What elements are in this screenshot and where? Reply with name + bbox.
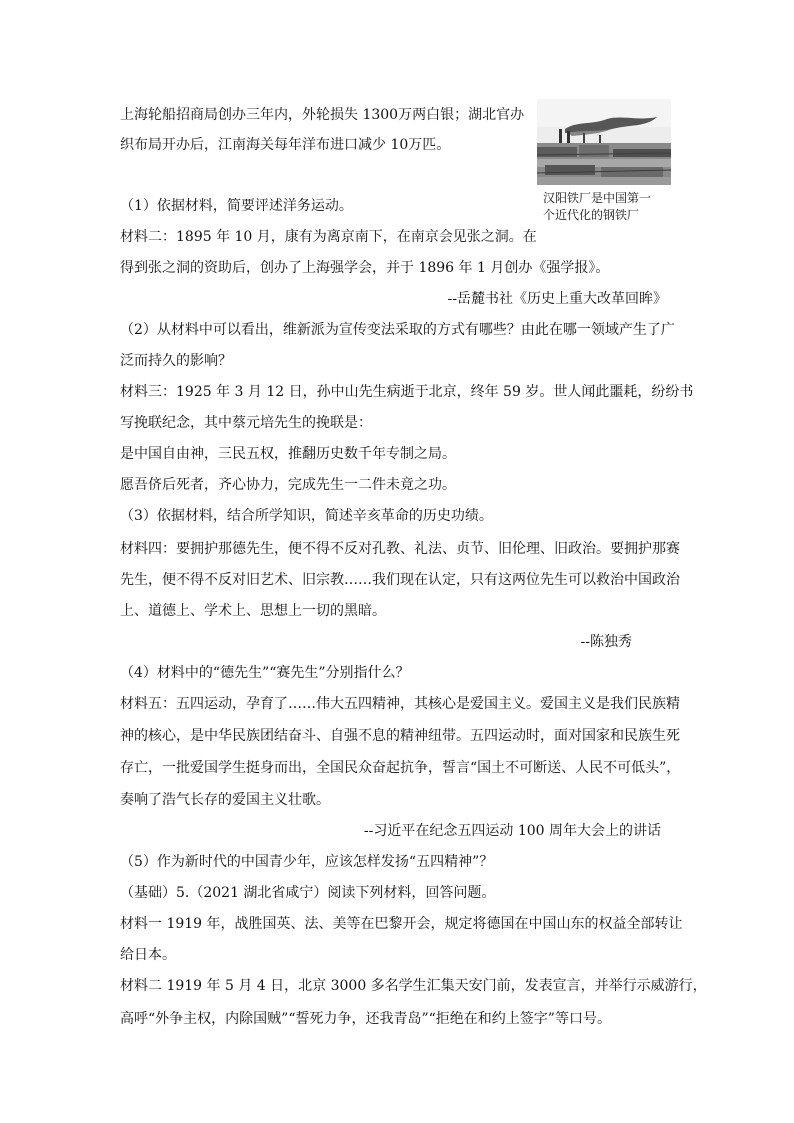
- question-line: （4）材料中的“德先生”“赛先生”分别指什么？: [120, 665, 410, 681]
- question-line: （3）依据材料，结合所学知识，简述辛亥革命的历史功绩。: [120, 508, 493, 524]
- text-line: 上海轮船招商局创办三年内，外轮损失 1300万两白银；湖北官办: [120, 107, 525, 123]
- text-line: 材料三：1925 年 3 月 12 日，孙中山先生病逝于北京，终年 59 岁。世人闻此噩耗，纷纷书: [120, 384, 694, 400]
- text-line: 先生，便不得不反对旧艺术、旧宗教……我们现在认定，只有这两位先生可以救治中国政治: [120, 572, 680, 588]
- photo-caption: [543, 190, 651, 224]
- text-line: 材料一 1919 年，战胜国英、法、美等在巴黎开会，规定将德国在中国山东的权益全部转让: [120, 916, 683, 932]
- text-line: 存亡，一批爱国学生挺身而出，全国民众奋起抗争，誓言“国土不可断送、人民不可低头”，: [120, 760, 681, 776]
- source-citation: --陈独秀: [580, 634, 632, 650]
- text-line: 神的核心，是中华民族团结奋斗、自强不息的精神纽带。五四运动时，面对国家和民族生死: [120, 728, 680, 744]
- text-line: 织布局开办后，江南海关每年洋布进口减少 10万匹。: [120, 137, 451, 153]
- hanyang-ironworks-image: [537, 99, 671, 185]
- text-line: 材料二：1895 年 10 月，康有为离京南下，在南京会见张之洞。在: [120, 229, 537, 245]
- text-line: 材料二 1919 年 5 月 4 日，北京 3000 多名学生汇集天安门前，发表宣言，并举行示威游行，: [120, 978, 707, 994]
- text-line: 是中国自由神，三民五权，推翻历史数千年专制之局。: [120, 446, 456, 462]
- caption-line: 个近代化的钢铁厂: [543, 208, 640, 222]
- text-line: 高呼“外争主权，内除国贼”“誓死力争，还我青岛”“拒绝在和约上签字”等口号。: [120, 1011, 611, 1027]
- question-line: （2）从材料中可以看出，维新派为宣传变法采取的方式有哪些？由此在哪一领域产生了广: [120, 322, 675, 338]
- text-line: 上、道德上、学术上、思想上一切的黑暗。: [120, 603, 386, 619]
- source-citation: --习近平在纪念五四运动 100 周年大会上的讲话: [363, 823, 661, 839]
- text-line: 给日本。: [120, 947, 176, 963]
- text-line: 奏响了浩气长存的爱国主义壮歌。: [120, 792, 330, 808]
- question-line: （5）作为新时代的中国青少年，应该怎样发扬“五四精神”？: [120, 854, 494, 870]
- text-line: 得到张之洞的资助后，创办了上海强学会，并于 1896 年 1 月创办《强学报》。: [120, 260, 610, 276]
- source-citation: --岳麓书社《历史上重大改革回眸》: [447, 291, 667, 307]
- text-line: 材料四：要拥护那德先生，便不得不反对孔教、礼法、贞节、旧伦理、旧政治。要拥护那赛: [120, 541, 680, 557]
- text-line: 写挽联纪念，其中蔡元培先生的挽联是：: [120, 415, 372, 431]
- question-line: 泛而持久的影响？: [120, 353, 232, 369]
- text-line: 材料五：五四运动，孕育了……伟大五四精神，其核心是爱国主义。爱国主义是我们民族精: [120, 696, 680, 712]
- problem-header: （基础）5.（2021 湖北省咸宁）阅读下列材料，回答问题。: [120, 885, 496, 901]
- text-line: 愿吾侪后死者，齐心协力，完成先生一二件未竟之功。: [120, 477, 456, 493]
- caption-line: 汉阳铁厂是中国第一: [543, 191, 652, 205]
- factory-photo: [537, 99, 671, 185]
- question-line: （1）依据材料，简要评述洋务运动。: [120, 198, 353, 214]
